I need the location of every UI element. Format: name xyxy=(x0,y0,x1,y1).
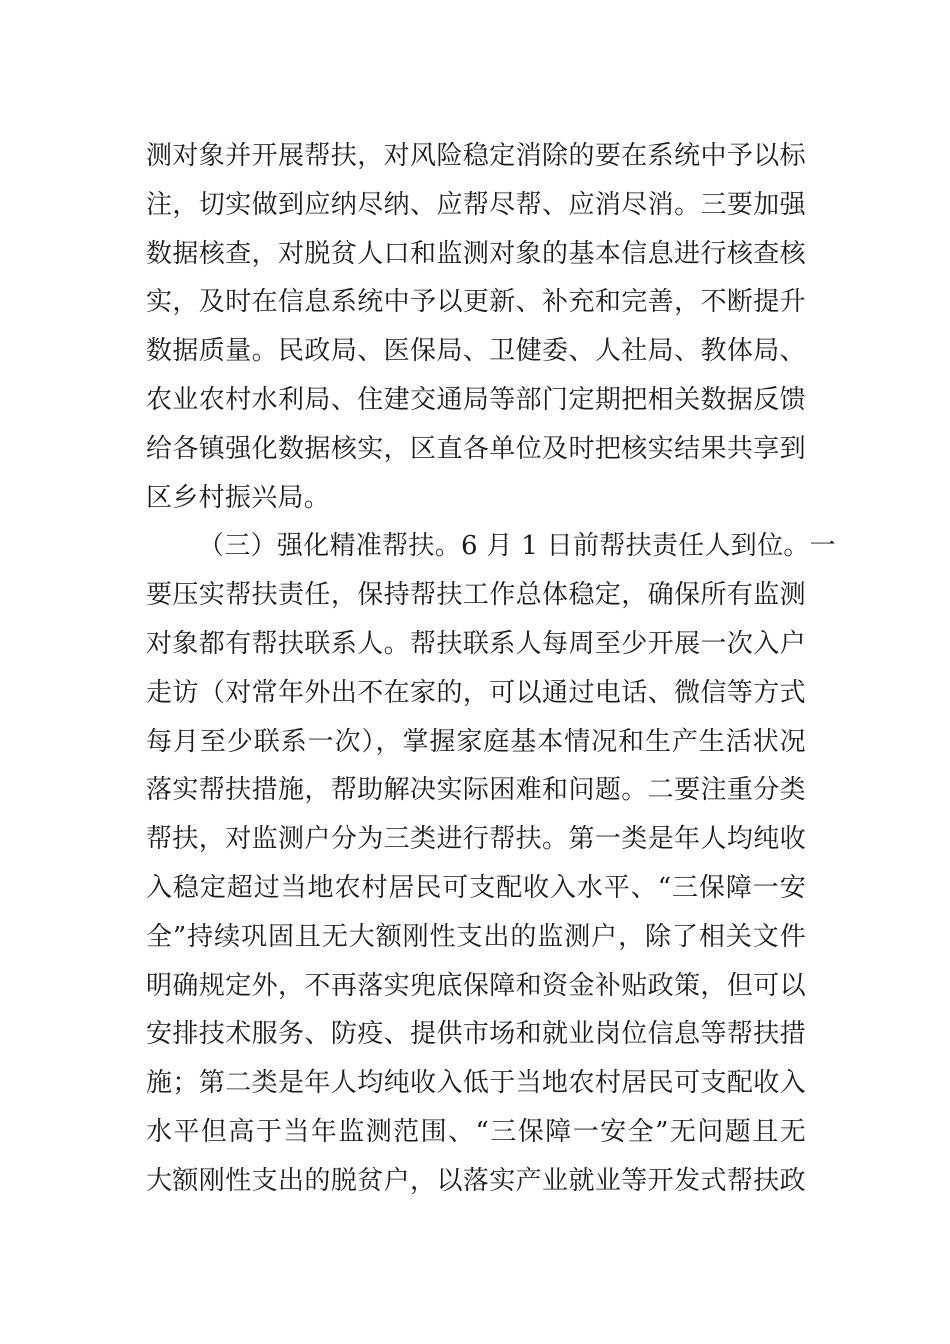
text-line: 施；第二类是年人均纯收入低于当地农村居民可支配收入 xyxy=(146,1068,806,1099)
text-line: 对象都有帮扶联系人。帮扶联系人每周至少开展一次入户 xyxy=(146,628,806,659)
text-line: 测对象并开展帮扶，对风险稳定消除的要在系统中予以标 xyxy=(146,141,806,171)
text-line: 水平但高于当年监测范围、“三保障一安全”无问题且无 xyxy=(146,1116,806,1147)
text-line: 入稳定超过当地农村居民可支配收入水平、“三保障一安 xyxy=(146,872,806,903)
text-line: 注，切实做到应纳尽纳、应帮尽帮、应消尽消。三要加强 xyxy=(146,189,806,220)
body-text xyxy=(146,132,836,1206)
text-line: 大额刚性支出的脱贫户，以落实产业就业等开发式帮扶政 xyxy=(146,1165,806,1196)
text-line: 走访（对常年外出不在家的，可以通过电话、微信等方式 xyxy=(146,677,806,708)
section-heading-line: （三）强化精准帮扶。6 月 1 日前帮扶责任人到位。一 xyxy=(198,531,836,562)
text-line: 区乡村振兴局。 xyxy=(146,482,331,513)
text-line: 实，及时在信息系统中予以更新、补充和完善，不断提升 xyxy=(146,287,806,318)
text-line: 数据核查，对脱贫人口和监测对象的基本信息进行核查核 xyxy=(146,238,806,269)
text-line: 要压实帮扶责任，保持帮扶工作总体稳定，确保所有监测 xyxy=(146,580,806,611)
text-line: 农业农村水利局、住建交通局等部门定期把相关数据反馈 xyxy=(146,384,806,415)
text-line: 每月至少联系一次），掌握家庭基本情况和生产生活状况 xyxy=(146,726,806,757)
text-line: 给各镇强化数据核实，区直各单位及时把核实结果共享到 xyxy=(146,433,806,464)
text-line: 数据质量。民政局、医保局、卫健委、人社局、教体局、 xyxy=(146,336,806,367)
text-line: 安排技术服务、防疫、提供市场和就业岗位信息等帮扶措 xyxy=(146,1019,806,1050)
text-line: 落实帮扶措施，帮助解决实际困难和问题。二要注重分类 xyxy=(146,775,806,806)
text-line: 帮扶，对监测户分为三类进行帮扶。第一类是年人均纯收 xyxy=(146,824,806,855)
text-line: 全”持续巩固且无大额刚性支出的监测户，除了相关文件 xyxy=(146,921,806,952)
text-line: 明确规定外，不再落实兜底保障和资金补贴政策，但可以 xyxy=(146,970,806,1001)
